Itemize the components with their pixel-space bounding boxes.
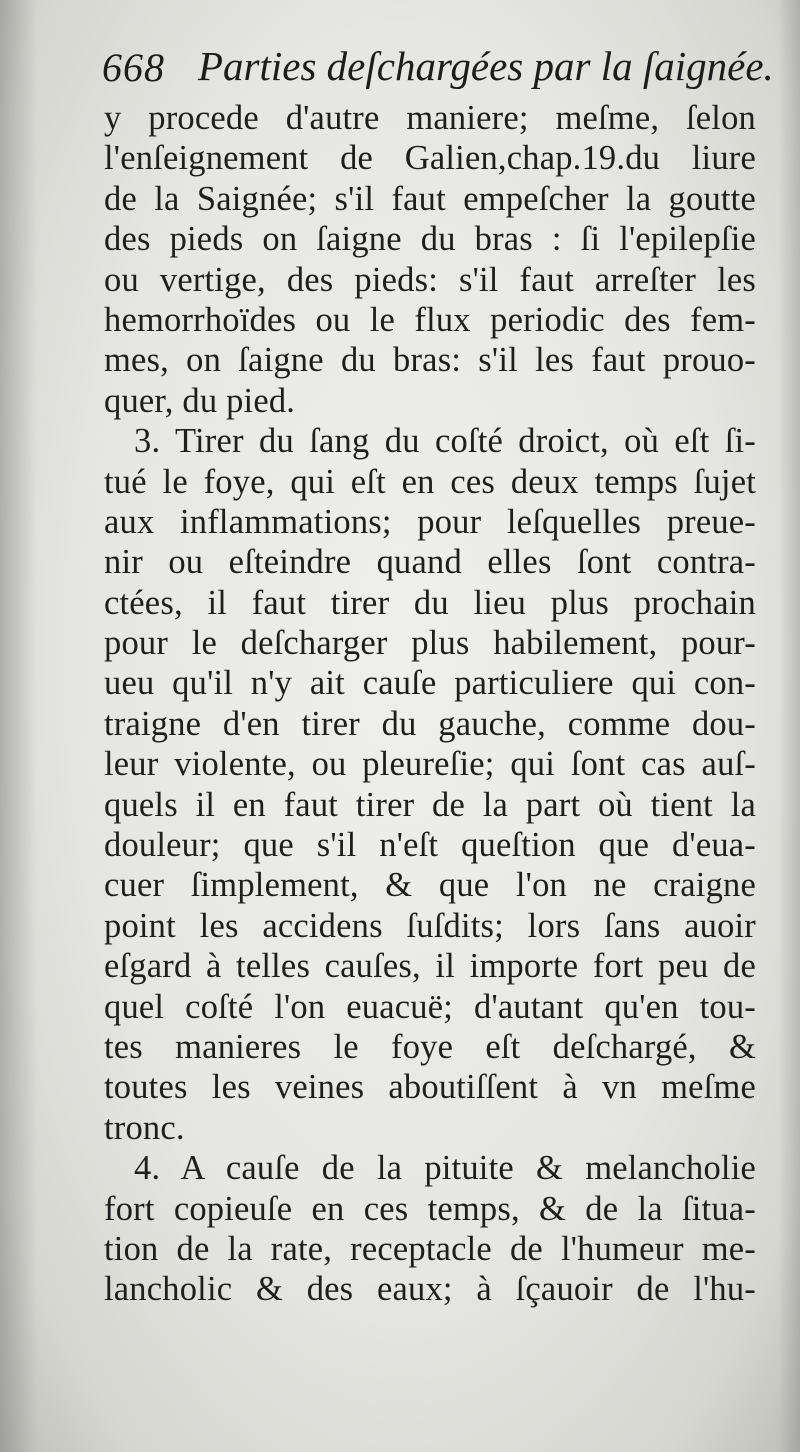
text-line: fort copieuſe en ces temps, & de la ſitua- xyxy=(104,1189,756,1228)
page-number: 668 xyxy=(102,45,165,90)
body-text xyxy=(104,98,756,1438)
text-line: cuer ſimplement, & que l'on ne craigne xyxy=(104,866,756,905)
text-line: quels il en faut tirer de la part où tient la xyxy=(104,785,756,824)
text-line: ou vertige, des pieds: s'il faut arreſter les xyxy=(104,260,756,299)
text-line: eſgard à telles cauſes, il importe fort peu de xyxy=(104,947,756,986)
text-line: tué le foye, qui eſt en ces deux temps ſujet xyxy=(104,462,756,501)
page-gutter-shadow xyxy=(0,0,38,1452)
text-line: hemorrhoïdes ou le flux periodic des fem- xyxy=(104,300,756,339)
text-line: mes, on ſaigne du bras: s'il les faut prouo- xyxy=(104,341,756,380)
text-line: pour le deſcharger plus habilement, pour- xyxy=(104,624,756,663)
text-line: douleur; que s'il n'eſt queſtion que d'eua- xyxy=(104,826,756,865)
text-line: ctées, il faut tirer du lieu plus prochain xyxy=(104,583,756,622)
paragraph-4-start: 4. A cauſe de la pituite & melancholie xyxy=(134,1149,756,1188)
text-line: lancholic & des eaux; à ſçauoir de l'hu- xyxy=(104,1270,756,1309)
text-line: quer, du pied. xyxy=(104,381,296,420)
running-title: Parties deſchargées par la ſaignée. xyxy=(198,43,774,89)
text-line: aux inflammations; pour leſquelles preue- xyxy=(104,502,756,541)
text-line: tion de la rate, receptacle de l'humeur me- xyxy=(104,1229,756,1268)
page-edge-shadow xyxy=(778,0,800,1452)
text-line: nir ou eſteindre quand elles ſont contra- xyxy=(104,543,756,582)
text-line: l'enſeignement de Galien,chap.19.du liure xyxy=(104,139,756,178)
text-line: point les accidens ſuſdits; lors ſans auoir xyxy=(104,906,756,945)
text-line: ueu qu'il n'y ait cauſe particuliere qui con- xyxy=(104,664,756,703)
text-line: de la Saignée; s'il faut empeſcher la goutte xyxy=(104,179,756,218)
text-line: traigne d'en tirer du gauche, comme dou- xyxy=(104,704,756,743)
text-line: leur violente, ou pleureſie; qui ſont cas auſ- xyxy=(104,745,756,784)
text-line: toutes les veines aboutiſſent à vn meſme xyxy=(104,1068,756,1107)
text-line: quel coſté l'on euacuë; d'autant qu'en tou- xyxy=(104,987,756,1026)
text-line: tronc. xyxy=(104,1108,185,1147)
page-header xyxy=(102,38,774,94)
text-line: y procede d'autre maniere; meſme, ſelon xyxy=(104,99,756,137)
paragraph-3-start: 3. Tirer du ſang du coſté droict, où eſt ſi- xyxy=(134,422,756,461)
text-line: des pieds on ſaigne du bras : ſi l'epilepſie xyxy=(104,220,756,259)
text-line: tes manieres le foye eſt deſchargé, & xyxy=(104,1027,756,1066)
